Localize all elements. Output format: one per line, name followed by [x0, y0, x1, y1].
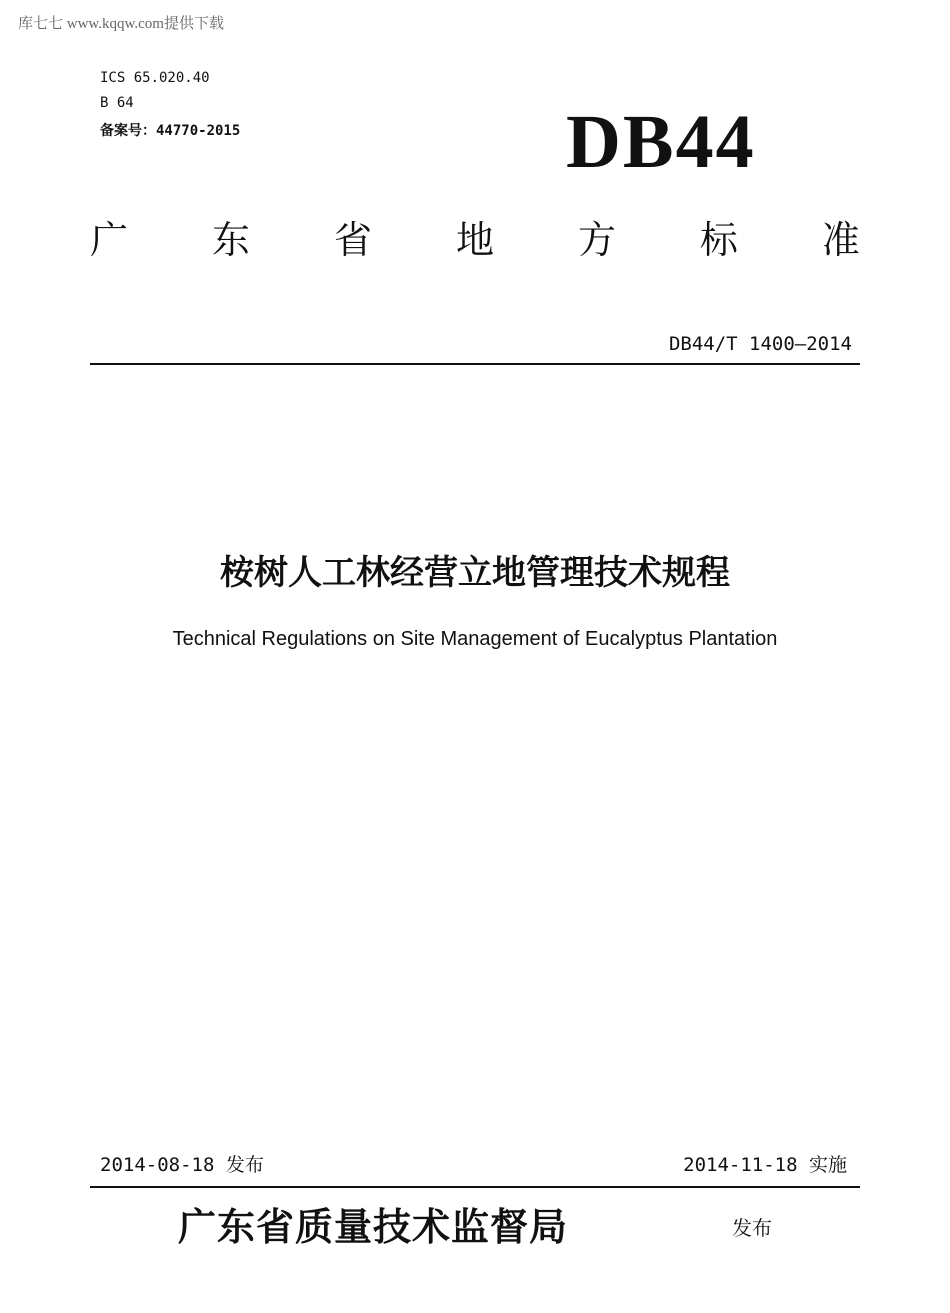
top-divider: [90, 363, 860, 365]
document-title-en: Technical Regulations on Site Management of Eucalyptus Plantation: [172, 628, 778, 650]
document-title-cn: 桉树人工林经营立地管理技术规程: [220, 553, 730, 593]
standard-title-char: 省: [333, 218, 372, 262]
publish-date: 2014-08-18 发布: [100, 1154, 264, 1176]
effective-date: 2014-11-18 实施: [683, 1154, 847, 1176]
filing-number: 备案号：44770-2015: [100, 123, 241, 139]
issuing-authority: 广东省质量技术监督局: [178, 1204, 569, 1249]
standard-title-char: 东: [211, 218, 250, 262]
standard-type-title: [90, 218, 860, 264]
ccs-code: B 64: [100, 95, 134, 111]
issuer-suffix: 发布: [732, 1216, 772, 1240]
ics-code: ICS 65.020.40: [100, 70, 210, 86]
standard-title-char: 准: [821, 218, 860, 262]
standard-number: DB44/T 1400—2014: [668, 333, 852, 355]
db-logo: DB44: [566, 100, 756, 184]
standard-title-char: 广: [90, 218, 129, 262]
standard-title-char: 标: [699, 218, 738, 262]
standard-title-char: 方: [577, 218, 616, 262]
standard-title-char: 地: [455, 218, 494, 262]
watermark: 库七七 www.kqqw.com提供下载: [18, 16, 224, 32]
bottom-divider: [90, 1186, 860, 1188]
